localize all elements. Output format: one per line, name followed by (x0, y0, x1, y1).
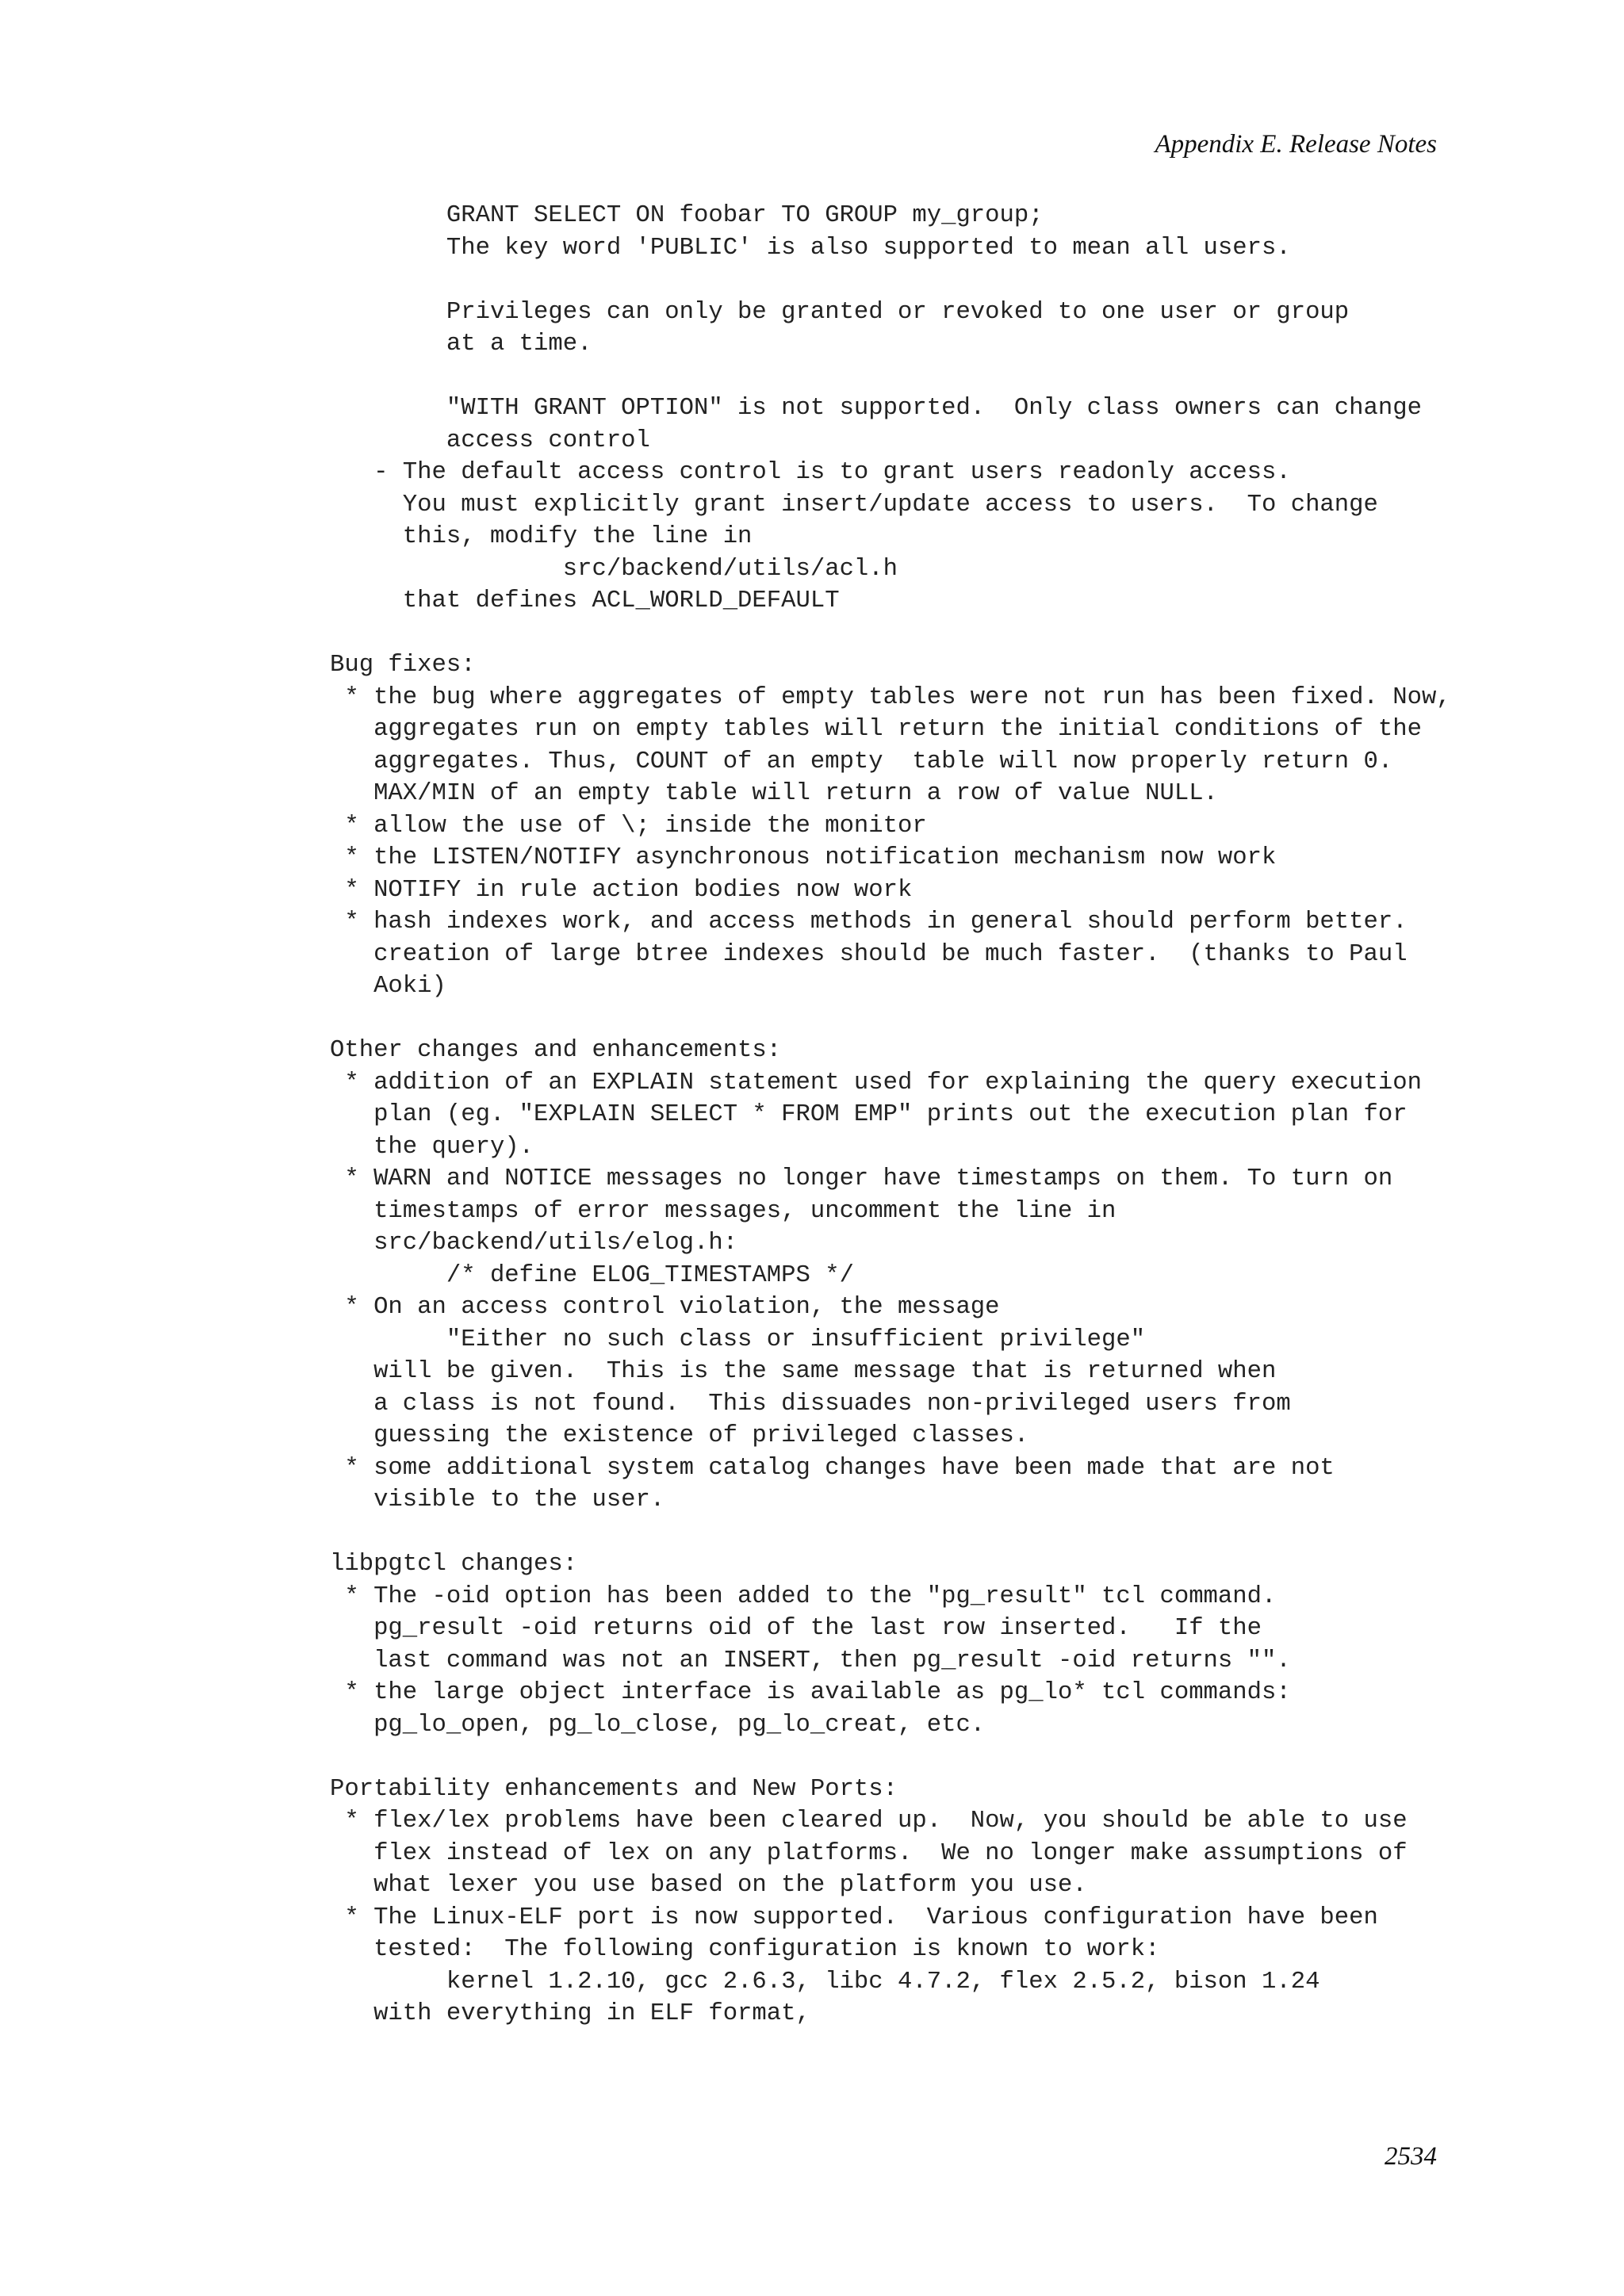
text-line (330, 1741, 1488, 1774)
text-line: * the LISTEN/NOTIFY asynchronous notification mechanism now work (330, 844, 1277, 871)
text-line: /* define ELOG_TIMESTAMPS */ (330, 1261, 854, 1289)
text-line: that defines ACL_WORLD_DEFAULT (330, 587, 840, 614)
text-line: The key word 'PUBLIC' is also supported to mean all users. (330, 234, 1291, 262)
text-line: * flex/lex problems have been cleared up. Now, you should be able to use (330, 1808, 1408, 1835)
text-line: with everything in ELF format, (330, 2000, 810, 2027)
text-line: plan (eg. "EXPLAIN SELECT * FROM EMP" prints out the execution plan for (330, 1101, 1408, 1128)
text-line (330, 264, 1488, 297)
text-line: * The -oid option has been added to the "pg_result" tcl command. (330, 1582, 1277, 1610)
text-line: libpgtcl changes: (330, 1551, 578, 1578)
text-line (330, 1517, 1488, 1549)
text-line: * some additional system catalog changes have been made that are not (330, 1454, 1335, 1482)
text-line (330, 618, 1488, 650)
page-number: 2534 (1385, 2142, 1437, 2171)
text-line: * On an access control violation, the message (330, 1294, 1000, 1321)
text-line: will be given. This is the same message that is returned when (330, 1358, 1277, 1385)
text-line: * addition of an EXPLAIN statement used for explaining the query execution (330, 1069, 1422, 1096)
text-line: flex instead of lex on any platforms. We no longer make assumptions of (330, 1839, 1408, 1867)
text-line: a class is not found. This dissuades non-privileged users from (330, 1390, 1291, 1418)
text-line: "WITH GRANT OPTION" is not supported. Only class owners can change (330, 395, 1422, 422)
text-line: "Either no such class or insufficient privilege" (330, 1326, 1146, 1353)
text-line: Portability enhancements and New Ports: (330, 1775, 898, 1803)
text-line: aggregates. Thus, COUNT of an empty table will now properly return 0. (330, 748, 1393, 775)
text-line (330, 361, 1488, 393)
text-line: GRANT SELECT ON foobar TO GROUP my_group; (330, 202, 1044, 229)
text-line: kernel 1.2.10, gcc 2.6.3, libc 4.7.2, flex 2.5.2, bison 1.24 (330, 1968, 1320, 1996)
text-line: * the bug where aggregates of empty tables were not run has been fixed. Now, (330, 683, 1451, 711)
text-line: visible to the user. (330, 1487, 665, 1513)
release-notes-body (330, 200, 1488, 2030)
text-line: You must explicitly grant insert/update access to users. To change (330, 491, 1378, 519)
text-line: * The Linux-ELF port is now supported. Various configuration have been (330, 1904, 1378, 1931)
running-header: Appendix E. Release Notes (1155, 130, 1437, 159)
text-line: Bug fixes: (330, 652, 476, 679)
text-line: Other changes and enhancements: (330, 1037, 782, 1064)
text-line: timestamps of error messages, uncomment the line in (330, 1197, 1116, 1225)
text-line: creation of large btree indexes should be much faster. (thanks to Paul (330, 940, 1408, 968)
text-line: pg_lo_open, pg_lo_close, pg_lo_creat, etc. (330, 1711, 986, 1739)
text-line: tested: The following configuration is known to work: (330, 1936, 1160, 1963)
text-line: * allow the use of \; inside the monitor (330, 812, 927, 840)
text-line: pg_result -oid returns oid of the last row inserted. If the (330, 1615, 1262, 1642)
text-line: src/backend/utils/elog.h: (330, 1230, 738, 1257)
text-line: src/backend/utils/acl.h (330, 555, 898, 583)
text-line: * WARN and NOTICE messages no longer have timestamps on them. To turn on (330, 1165, 1393, 1192)
text-line: MAX/MIN of an empty table will return a row of value NULL. (330, 780, 1218, 807)
text-line: * hash indexes work, and access methods in general should perform better. (330, 909, 1408, 936)
text-line: the query). (330, 1133, 534, 1161)
text-line: this, modify the line in (330, 523, 753, 550)
text-line: last command was not an INSERT, then pg_result -oid returns "". (330, 1647, 1291, 1674)
text-line: at a time. (330, 331, 592, 358)
text-line: guessing the existence of privileged classes. (330, 1422, 1029, 1449)
text-line: * the large object interface is available as pg_lo* tcl commands: (330, 1679, 1291, 1706)
text-line (330, 1003, 1488, 1035)
text-line: * NOTIFY in rule action bodies now work (330, 876, 913, 904)
text-line: Privileges can only be granted or revoked to one user or group (330, 298, 1350, 326)
text-line: access control (330, 427, 650, 454)
text-line: what lexer you use based on the platform you use. (330, 1872, 1087, 1899)
text-line: Aoki) (330, 973, 446, 1000)
text-line: - The default access control is to grant users readonly access. (330, 459, 1291, 486)
text-line: aggregates run on empty tables will return the initial conditions of the (330, 716, 1422, 743)
